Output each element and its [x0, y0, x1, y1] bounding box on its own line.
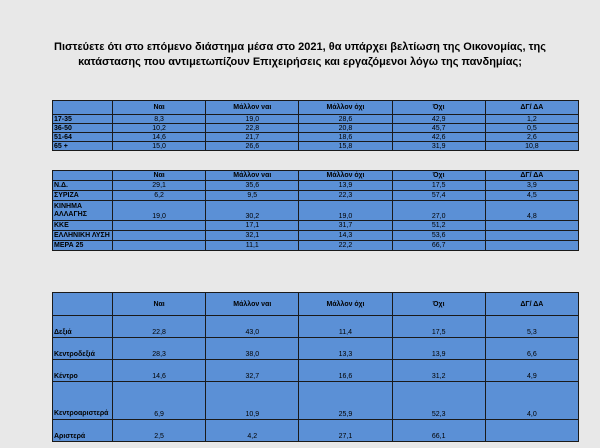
- cell-yes: 29,1: [113, 181, 206, 191]
- cell-no: 17,5: [392, 181, 485, 191]
- cell-yes: 14,6: [113, 360, 206, 382]
- cell-rather-yes: 38,0: [206, 338, 299, 360]
- cell-yes: 8,3: [113, 115, 206, 124]
- cell-dk-na: 6,6: [485, 338, 578, 360]
- table-row: [53, 124, 579, 133]
- cell-rather-yes: 4,2: [206, 420, 299, 442]
- row-label: ΚΙΝΗΜΑ ΑΛΛΑΓΗΣ: [53, 201, 113, 221]
- cell-no: 53,6: [392, 231, 485, 241]
- table-row: [53, 221, 579, 231]
- cell-dk-na: [485, 221, 578, 231]
- row-label: Κεντροαριστερά: [53, 382, 113, 420]
- cell-no: 42,6: [392, 133, 485, 142]
- header-dk-na: ΔΓ/ ΔΑ: [485, 101, 578, 115]
- row-label: ΜΕΡΑ 25: [53, 241, 113, 251]
- cell-rather-no: 16,6: [299, 360, 392, 382]
- cell-rather-yes: 19,0: [206, 115, 299, 124]
- cell-dk-na: 3,9: [485, 181, 578, 191]
- ideology-table: [52, 292, 579, 442]
- cell-rather-yes: 11,1: [206, 241, 299, 251]
- cell-yes: 22,8: [113, 316, 206, 338]
- header-dk-na: ΔΓ/ ΔΑ: [485, 171, 578, 181]
- cell-dk-na: [485, 231, 578, 241]
- age-group-table: [52, 100, 579, 151]
- cell-yes: 28,3: [113, 338, 206, 360]
- cell-rather-no: 19,0: [299, 201, 392, 221]
- cell-no: 31,2: [392, 360, 485, 382]
- cell-yes: [113, 241, 206, 251]
- table-row: [53, 201, 579, 221]
- cell-yes: [113, 231, 206, 241]
- cell-yes: 15,0: [113, 142, 206, 151]
- cell-dk-na: 4,9: [485, 360, 578, 382]
- cell-no: 27,0: [392, 201, 485, 221]
- header-empty: [53, 171, 113, 181]
- cell-rather-yes: 21,7: [206, 133, 299, 142]
- table-row: [53, 420, 579, 442]
- cell-no: 66,1: [392, 420, 485, 442]
- cell-rather-yes: 10,9: [206, 382, 299, 420]
- cell-rather-yes: 43,0: [206, 316, 299, 338]
- header-dk-na: ΔΓ/ ΔΑ: [485, 293, 578, 316]
- cell-rather-no: 11,4: [299, 316, 392, 338]
- header-rather-no: Μάλλον όχι: [299, 293, 392, 316]
- cell-no: 13,9: [392, 338, 485, 360]
- cell-rather-no: 14,3: [299, 231, 392, 241]
- cell-rather-no: 22,3: [299, 191, 392, 201]
- cell-dk-na: 4,0: [485, 382, 578, 420]
- cell-no: 51,2: [392, 221, 485, 231]
- table-row: [53, 338, 579, 360]
- cell-rather-no: 22,2: [299, 241, 392, 251]
- cell-dk-na: [485, 420, 578, 442]
- cell-no: 52,3: [392, 382, 485, 420]
- table-row: [53, 181, 579, 191]
- cell-yes: 14,6: [113, 133, 206, 142]
- header-rather-no: Μάλλον όχι: [299, 101, 392, 115]
- cell-dk-na: 10,8: [485, 142, 578, 151]
- table-row: [53, 382, 579, 420]
- cell-rather-no: 31,7: [299, 221, 392, 231]
- table-row: [53, 142, 579, 151]
- cell-rather-yes: 9,5: [206, 191, 299, 201]
- header-no: Όχι: [392, 171, 485, 181]
- header-empty: [53, 293, 113, 316]
- cell-no: 42,9: [392, 115, 485, 124]
- header-rather-yes: Μάλλον ναι: [206, 101, 299, 115]
- cell-yes: 2,5: [113, 420, 206, 442]
- cell-rather-no: 27,1: [299, 420, 392, 442]
- cell-rather-no: 13,3: [299, 338, 392, 360]
- cell-dk-na: 4,5: [485, 191, 578, 201]
- cell-rather-no: 18,6: [299, 133, 392, 142]
- cell-rather-yes: 30,2: [206, 201, 299, 221]
- party-table: [52, 170, 579, 251]
- cell-yes: 6,2: [113, 191, 206, 201]
- cell-dk-na: [485, 241, 578, 251]
- row-label: 65 +: [53, 142, 113, 151]
- page-title: Πιστεύετε ότι στο επόμενο διάστημα μέσα στο 2021, θα υπάρχει βελτίωση της Οικονομίας, της κατάστασης που αντιμετωπίζουν Επιχειρήσεις και εργαζόμενοι λόγω της πανδημίας;: [54, 41, 546, 68]
- cell-dk-na: 2,6: [485, 133, 578, 142]
- cell-rather-no: 28,6: [299, 115, 392, 124]
- header-yes: Ναι: [113, 171, 206, 181]
- cell-dk-na: 5,3: [485, 316, 578, 338]
- cell-yes: 6,9: [113, 382, 206, 420]
- table-row: [53, 115, 579, 124]
- cell-no: 45,7: [392, 124, 485, 133]
- table-row: [53, 241, 579, 251]
- header-yes: Ναι: [113, 101, 206, 115]
- row-label: Κεντροδεξιά: [53, 338, 113, 360]
- cell-rather-yes: 26,6: [206, 142, 299, 151]
- header-no: Όχι: [392, 293, 485, 316]
- row-label: ΣΥΡΙΖΑ: [53, 191, 113, 201]
- cell-rather-no: 20,8: [299, 124, 392, 133]
- header-rather-yes: Μάλλον ναι: [206, 293, 299, 316]
- row-label: ΕΛΛΗΝΙΚΗ ΛΥΣΗ: [53, 231, 113, 241]
- cell-no: 57,4: [392, 191, 485, 201]
- row-label: ΚΚΕ: [53, 221, 113, 231]
- cell-rather-yes: 17,1: [206, 221, 299, 231]
- table-row: [53, 316, 579, 338]
- table-row: [53, 360, 579, 382]
- cell-dk-na: 0,5: [485, 124, 578, 133]
- header-yes: Ναι: [113, 293, 206, 316]
- row-label: Δεξιά: [53, 316, 113, 338]
- cell-rather-no: 25,9: [299, 382, 392, 420]
- cell-rather-no: 13,9: [299, 181, 392, 191]
- cell-no: 17,5: [392, 316, 485, 338]
- table-row: [53, 133, 579, 142]
- cell-yes: 19,0: [113, 201, 206, 221]
- row-label: Ν.Δ.: [53, 181, 113, 191]
- cell-rather-yes: 22,8: [206, 124, 299, 133]
- table-row: [53, 231, 579, 241]
- row-label: 51-64: [53, 133, 113, 142]
- cell-rather-yes: 32,7: [206, 360, 299, 382]
- cell-yes: [113, 221, 206, 231]
- cell-dk-na: 1,2: [485, 115, 578, 124]
- row-label: Κέντρο: [53, 360, 113, 382]
- cell-dk-na: 4,8: [485, 201, 578, 221]
- row-label: Αριστερά: [53, 420, 113, 442]
- table-row: [53, 191, 579, 201]
- header-empty: [53, 101, 113, 115]
- row-label: 17-35: [53, 115, 113, 124]
- header-rather-yes: Μάλλον ναι: [206, 171, 299, 181]
- cell-yes: 10,2: [113, 124, 206, 133]
- cell-rather-yes: 35,6: [206, 181, 299, 191]
- cell-no: 66,7: [392, 241, 485, 251]
- cell-rather-no: 15,8: [299, 142, 392, 151]
- header-rather-no: Μάλλον όχι: [299, 171, 392, 181]
- cell-rather-yes: 32,1: [206, 231, 299, 241]
- cell-no: 31,9: [392, 142, 485, 151]
- header-no: Όχι: [392, 101, 485, 115]
- row-label: 36-50: [53, 124, 113, 133]
